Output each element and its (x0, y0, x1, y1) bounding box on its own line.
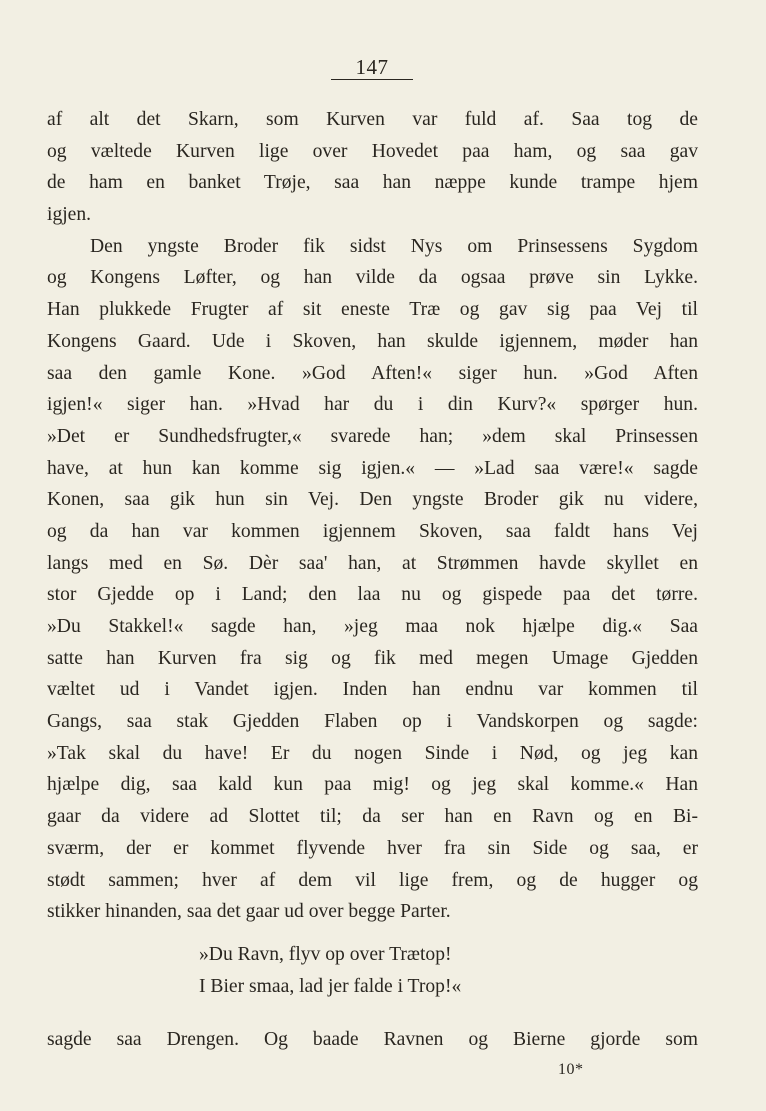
verse-line: I Bier smaa, lad jer falde i Trop!« (199, 975, 462, 997)
text-line: de ham en banket Trøje, saa han næppe kunde trampe hjem (47, 172, 698, 194)
text-line: langs med en Sø. Dèr saa' han, at Strømmen havde skyllet en (47, 552, 698, 574)
text-line: »Det er Sundhedsfrugter,« svarede han; »dem skal Prinsessen (47, 425, 698, 447)
text-line: og Kongens Løfter, og han vilde da ogsaa prøve sin Lykke. (47, 267, 698, 289)
text-line: gaar da videre ad Slottet til; da ser han en Ravn og en Bi- (47, 806, 698, 828)
text-line: sagde saa Drengen. Og baade Ravnen og Bierne gjorde som (47, 1029, 698, 1050)
text-line: stikker hinanden, saa det gaar ud over begge Parter. (47, 901, 451, 923)
text-line: hjælpe dig, saa kald kun paa mig! og jeg skal komme.« Han (47, 774, 698, 796)
verse (199, 939, 461, 1002)
text-line: igjen!« siger han. »Hvad har du i din Kurv?« spørger hun. (47, 394, 698, 416)
text-line: satte han Kurven fra sig og fik med megen Umage Gjedden (47, 647, 698, 669)
page-number: 147 (355, 55, 389, 79)
text-line: og da han var kommen igjennem Skoven, saa faldt hans Vej (47, 520, 698, 542)
text-line: Gangs, saa stak Gjedden Flaben op i Vandskorpen og sagde: (47, 711, 698, 733)
verse-line: »Du Ravn, flyv op over Trætop! (199, 944, 452, 965)
text-line: væltet ud i Vandet igjen. Inden han endnu var kommen til (47, 679, 698, 701)
text-line: af alt det Skarn, som Kurven var fuld af. Saa tog de (47, 109, 698, 130)
text-line: stor Gjedde op i Land; den laa nu og gispede paa det tørre. (47, 584, 698, 606)
text-line: Konen, saa gik hun sin Vej. Den yngste Broder gik nu videre, (47, 489, 698, 511)
text-line: have, at hun kan komme sig igjen.« — »Lad saa være!« sagde (47, 457, 698, 479)
text-line: igjen. (47, 204, 92, 226)
text-line: stødt sammen; hver af dem vil lige frem, og de hugger og (47, 869, 698, 891)
signature-mark: 10* (558, 1061, 584, 1078)
body-text (47, 104, 698, 928)
text-line: Den yngste Broder fik sidst Nys om Prinsessens Sygdom (90, 235, 698, 257)
text-line: saa den gamle Kone. »God Aften!« siger hun. »God Aften (47, 362, 698, 384)
page-number-rule (331, 79, 413, 80)
text-line: Han plukkede Frugter af sit eneste Træ og gav sig paa Vej til (47, 299, 698, 321)
text-line: »Tak skal du have! Er du nogen Sinde i Nød, og jeg kan (47, 742, 698, 764)
text-line: »Du Stakkel!« sagde han, »jeg maa nok hjælpe dig.« Saa (47, 616, 698, 637)
after-verse-text (47, 1024, 698, 1056)
text-line: og væltede Kurven lige over Hovedet paa ham, og saa gav (47, 140, 698, 162)
text-line: sværm, der er kommet flyvende hver fra sin Side og saa, er (47, 837, 698, 859)
text-line: Kongens Gaard. Ude i Skoven, han skulde igjennem, møder han (47, 330, 698, 352)
